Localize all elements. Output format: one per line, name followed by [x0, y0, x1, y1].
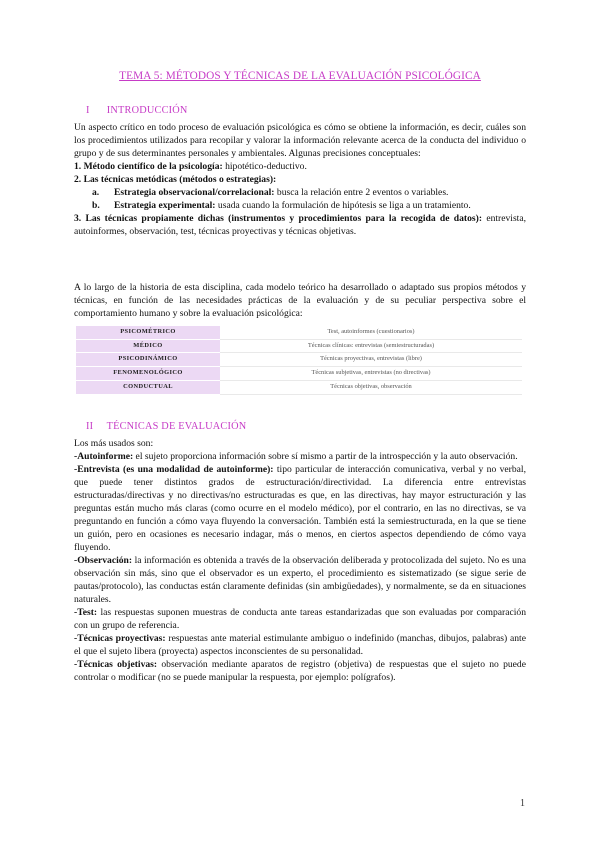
page-title: TEMA 5: MÉTODOS Y TÉCNICAS DE LA EVALUACIÓN PSICOLÓGICA	[119, 70, 481, 82]
page-number: 1	[520, 798, 525, 809]
sublist-item-b	[74, 199, 526, 212]
techniques-lead: Los más usados son:	[74, 438, 154, 449]
list-item-metodo	[74, 160, 526, 173]
technique-text: respuestas ante material estimulante ambiguo o indefinido (manchas, dibujos, palabras) ante el que el sujeto libera (proyecta) aspectos inconscientes de su personalidad.	[74, 633, 526, 657]
technique-label: -Observación:	[74, 555, 133, 566]
technique-text: el sujeto proporciona información sobre sí mismo a partir de la introspección y la auto observación.	[133, 451, 518, 462]
list-item-label: 3. Las técnicas propiamente dichas (instrumentos y procedimientos para la recogida de datos):	[74, 213, 483, 224]
list-item-tecnicas-propias	[74, 212, 526, 238]
section-number: II	[86, 421, 94, 432]
technique-label: -Entrevista (es una modalidad de autoinforme):	[74, 464, 274, 475]
models-table	[76, 326, 522, 395]
section-heading-tecnicas	[86, 420, 246, 433]
sublist-marker: a.	[92, 187, 100, 198]
sublist-marker: b.	[92, 200, 100, 211]
technique-cell: Técnicas proyectivas, entrevistas (libre)	[220, 353, 522, 367]
table-row	[76, 380, 522, 394]
intro-paragraph: Un aspecto crítico en todo proceso de evaluación psicológica es cómo se obtiene la información, es decir, cuáles son los procedimientos utilizados para recopilar y valorar la información relevante acerca de la conducta del individuo o grupo y de sus determinantes personales y ambientales. Algunas precisiones conceptuales:	[74, 122, 526, 159]
list-item-tecnicas-metodicas	[74, 173, 526, 186]
table-row	[76, 339, 522, 353]
technique-text: tipo particular de interacción comunicativa, verbal y no verbal, que puede tener distintos grados de estructuración/directividad. La diferencia entre entrevistas estructuradas/directivas y no directivas/no estructuradas es que, en las directivas, hay mayor estructuración y las preguntas están mucho más claras (como ocurre en el modelo médico), por el contrario, en las no directivas, se va preguntando en función a cómo vaya fluyendo la conversación. También está la semiestructurada, en la que se tiene un guión, pero en ocasiones es necesario indagar, más o menos, en ciertos aspectos dependiendo de cómo vaya fluyendo.	[74, 464, 526, 553]
technique-entrevista	[74, 463, 526, 554]
technique-cell: Técnicas objetivas, observación	[220, 380, 522, 394]
technique-cell: Técnicas clínicas: entrevistas (semiestructuradas)	[220, 339, 522, 353]
technique-cell: Test, autoinformes (cuestionarios)	[220, 326, 522, 339]
table-row	[76, 326, 522, 339]
sublist-label: Estrategia experimental:	[114, 200, 216, 211]
section-heading-introduccion	[86, 104, 188, 117]
technique-test	[74, 606, 526, 632]
technique-observacion	[74, 554, 526, 606]
technique-autoinforme	[74, 450, 526, 463]
table-row	[76, 367, 522, 381]
technique-cell: Técnicas subjetivas, entrevistas (no directivas)	[220, 367, 522, 381]
technique-text: observación mediante aparatos de registro (objetiva) de respuestas que el sujeto no puede controlar o modificar (no se puede manipular la respuesta, por ejemplo: polígrafos).	[74, 659, 526, 683]
technique-label: -Técnicas proyectivas:	[74, 633, 166, 644]
techniques-body	[74, 437, 526, 684]
introduction-body	[74, 121, 526, 238]
sublist-label: Estrategia observacional/correlacional:	[114, 187, 275, 198]
section-title: TÉCNICAS DE EVALUACIÓN	[106, 421, 247, 432]
section-number: I	[86, 105, 90, 116]
technique-label: -Autoinforme:	[74, 451, 134, 462]
technique-proyectivas	[74, 632, 526, 658]
model-cell: FENOMENOLÓGICO	[76, 367, 220, 381]
technique-objetivas	[74, 658, 526, 684]
sublist-text: usada cuando la formulación de hipótesis se liga a un tratamiento.	[215, 200, 471, 211]
list-item-text: hipotético-deductivo.	[222, 161, 307, 172]
technique-text: las respuestas suponen muestras de conducta ante tareas estandarizadas que son evaluadas por comparación con un grupo de referencia.	[74, 607, 526, 631]
list-item-label: 2. Las técnicas metódicas (métodos o estrategias):	[74, 174, 277, 185]
sublist-item-a	[74, 186, 526, 199]
technique-text: la información es obtenida a través de la observación deliberada y protocolizada del sujeto. No es una observación sin más, sino que el observador es un experto, el procedimiento es sistematizado (se sigue serie de pautas/protocolo), las conductas están claramente definidas (sin ambigüedades), y normalmente, se da en situaciones naturales.	[74, 555, 526, 605]
models-paragraph: A lo largo de la historia de esta disciplina, cada modelo teórico ha desarrollado o adaptado sus propios métodos y técnicas, en función de las necesidades prácticas de la evaluación y de su peculiar perspectiva sobre el comportamiento humano y sobre la evaluación psicológica:	[74, 282, 526, 319]
table-row	[76, 353, 522, 367]
model-cell: CONDUCTUAL	[76, 380, 220, 394]
technique-label: -Técnicas objetivas:	[74, 659, 158, 670]
model-cell: PSICOMÉTRICO	[76, 326, 220, 339]
section-title: INTRODUCCIÓN	[106, 105, 188, 116]
models-paragraph-block	[74, 281, 526, 320]
technique-label: -Test:	[74, 607, 98, 618]
sublist-text: busca la relación entre 2 eventos o variables.	[274, 187, 449, 198]
model-cell: PSICODINÁMICO	[76, 353, 220, 367]
model-cell: MÉDICO	[76, 339, 220, 353]
list-item-text: entrevista, autoinformes, observación, test, técnicas proyectivas y técnicas objetivas.	[74, 213, 527, 237]
list-item-label: 1. Método científico de la psicología:	[74, 161, 223, 172]
